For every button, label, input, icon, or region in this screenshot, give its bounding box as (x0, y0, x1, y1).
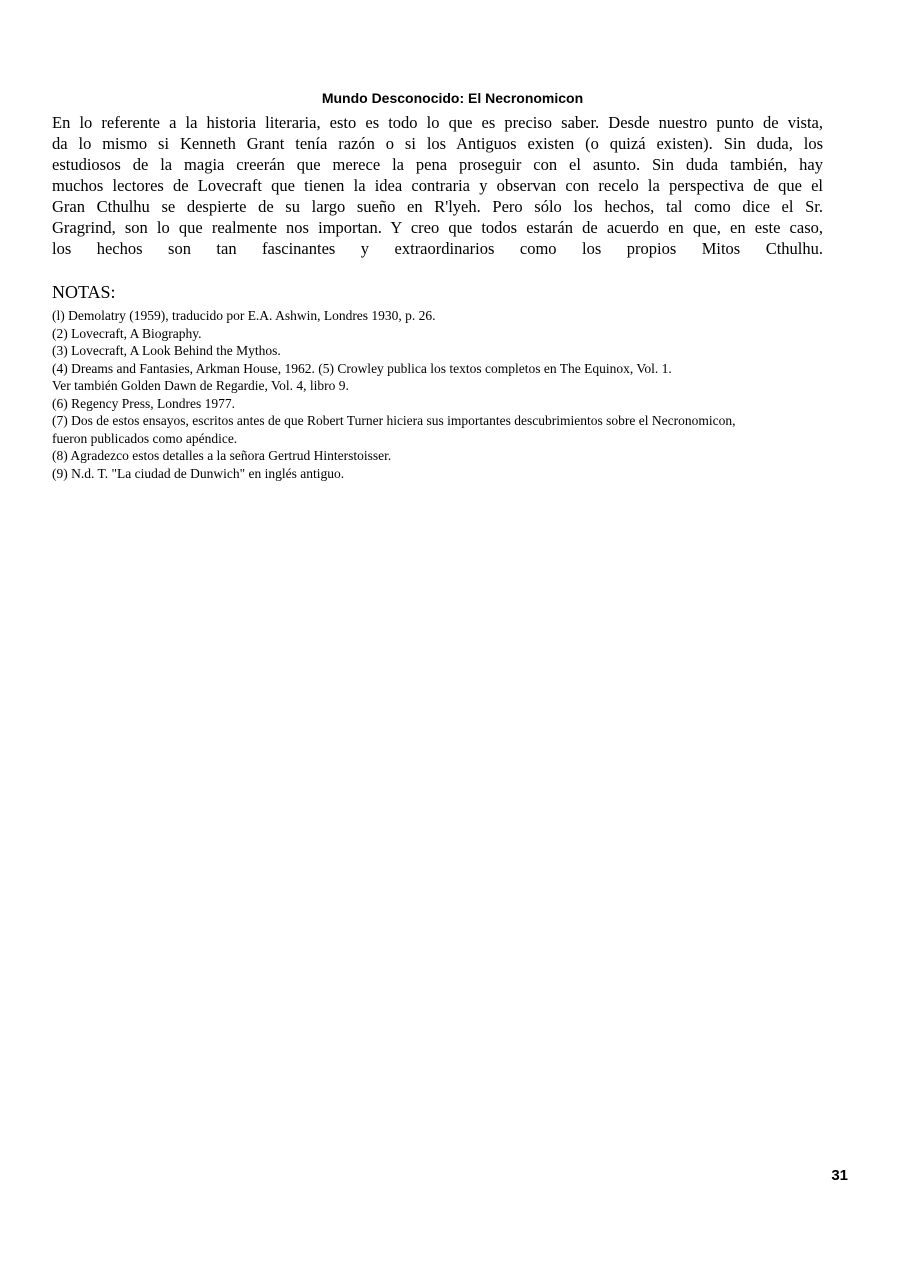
paragraph-line: muchos lectores de Lovecraft que tienen la idea contraria y observan con recelo la perspectiva de que el (52, 176, 823, 195)
notes-heading: NOTAS: (52, 282, 116, 302)
paragraph-line: Gragrind, son lo que realmente nos importan. Y creo que todos estarán de acuerdo en que, en este caso, (52, 218, 823, 237)
paragraph-line: En lo referente a la historia literaria, esto es todo lo que es preciso saber. Desde nuestro punto de vista, (52, 113, 823, 132)
note-line: Ver también Golden Dawn de Regardie, Vol. 4, libro 9. (52, 378, 349, 393)
note-line: (8) Agradezco estos detalles a la señora Gertrud Hinterstoisser. (52, 448, 392, 463)
page-title: Mundo Desconocido: El Necronomicon (321, 90, 584, 106)
note-line: fueron publicados como apéndice. (52, 430, 238, 446)
note-line: (2) Lovecraft, A Biography. (52, 325, 202, 341)
paragraph-line: da lo mismo si Kenneth Grant tenía razón o si los Antiguos existen (o quizá existen). Sin duda, los (52, 134, 823, 153)
paragraph-line: los hechos son tan fascinantes y extraordinarios como los propios Mitos Cthulhu. (52, 239, 823, 258)
paragraph-line: Gran Cthulhu se despierte de su largo sueño en R'lyeh. Pero sólo los hechos, tal como dice el Sr. (52, 197, 823, 216)
note-line: (4) Dreams and Fantasies, Arkman House, 1962. (5) Crowley publica los textos completos en The Equinox, Vol. 1. (52, 360, 672, 376)
note-line: (6) Regency Press, Londres 1977. (52, 395, 235, 411)
body-paragraph (52, 112, 823, 259)
notes-list (52, 307, 842, 482)
note-line: (9) N.d. T. "La ciudad de Dunwich" en inglés antiguo. (52, 465, 345, 481)
note-line: (l) Demolatry (1959), traducido por E.A. Ashwin, Londres 1930, p. 26. (52, 308, 436, 323)
note-line: (3) Lovecraft, A Look Behind the Mythos. (52, 343, 281, 358)
note-line: (7) Dos de estos ensayos, escritos antes de que Robert Turner hiciera sus importantes descubrimientos sobre el Necronomicon, (52, 413, 736, 428)
page-number: 31 (831, 1167, 848, 1184)
paragraph-line: estudiosos de la magia creerán que merece la pena proseguir con el asunto. Sin duda también, hay (52, 155, 823, 174)
